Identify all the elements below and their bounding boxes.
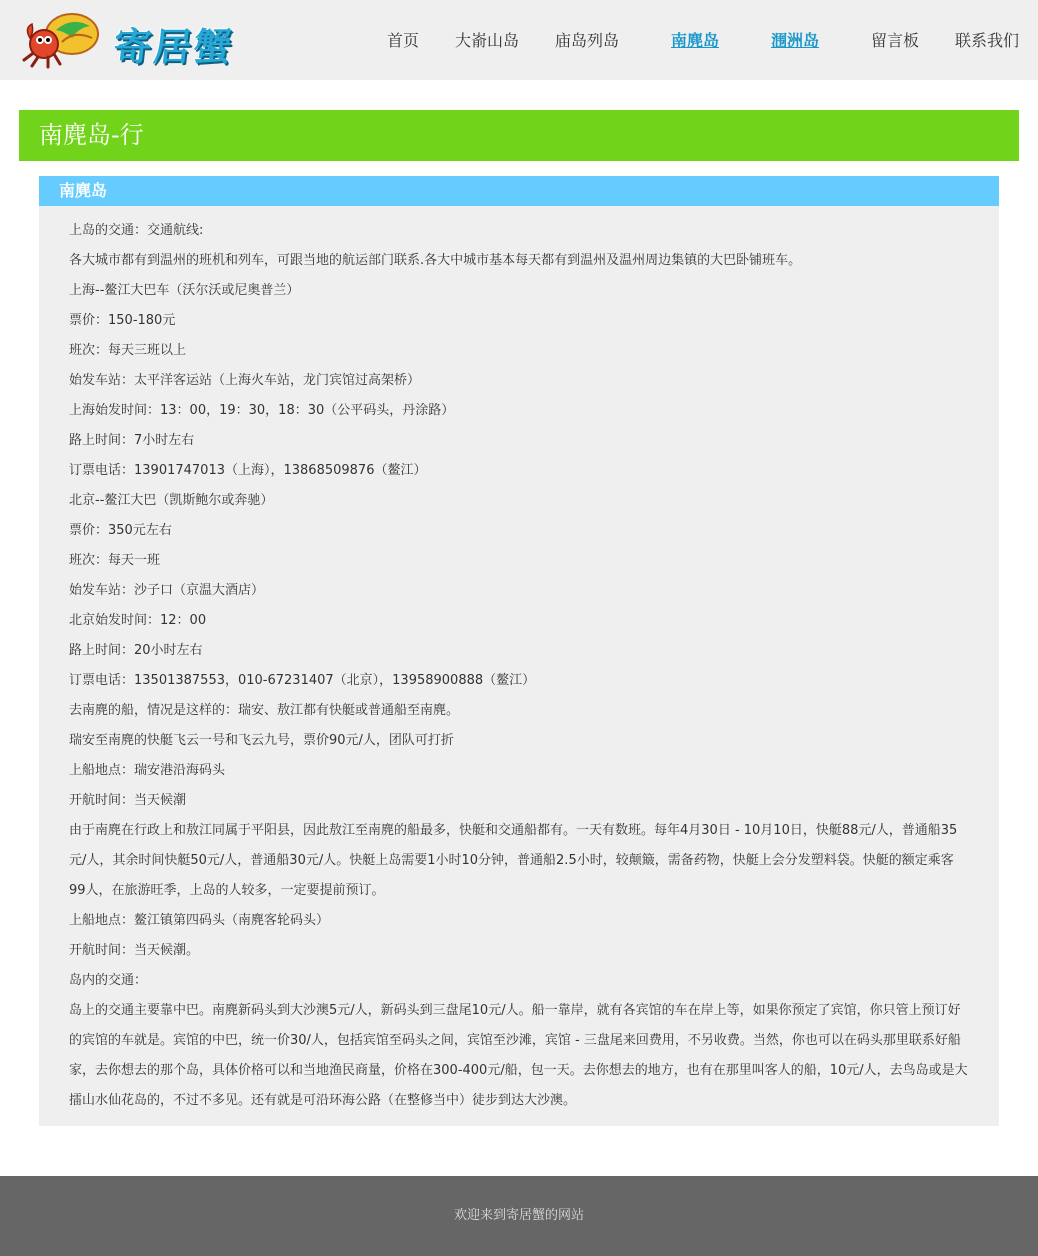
paragraph: 各大城市都有到温州的班机和列车，可跟当地的航运部门联系.各大中城市基本每天都有到温州及温州周边集镇的大巴卧铺班车。 <box>69 253 802 268</box>
paragraph: 始发车站：沙子口（京温大酒店） <box>69 583 265 598</box>
paragraph: 去南麂的船，情况是这样的：瑞安、敖江都有快艇或普通船至南麂。 <box>69 703 460 718</box>
paragraph: 上船地点：鳌江镇第四码头（南麂客轮码头） <box>69 913 330 928</box>
paragraph: 上岛的交通：交通航线: <box>69 223 204 238</box>
page-title: 南麂岛-行 <box>39 121 144 149</box>
paragraph: 票价：350元左右 <box>69 523 172 538</box>
paragraph: 订票电话：13901747013（上海），13868509876（鳌江） <box>69 463 427 478</box>
paragraph: 开航时间：当天候潮 <box>69 793 187 808</box>
main-nav <box>0 28 1038 54</box>
section-body <box>39 206 999 1116</box>
paragraph: 班次：每天三班以上 <box>69 343 187 358</box>
paragraph: 由于南麂在行政上和敖江同属于平阳县，因此敖江至南麂的船最多，快艇和交通船都有。一天有数班。每年4月30日 - 10月10日，快艇88元/人，普通船35元/人，其余时间快艇50元/人，普通船30元/人。快艇上岛需要1小时10分钟，普通船2.5小时，较颠簸，需备药物，快艇上会分发塑料袋。快艇的额定乘客99人，在旅游旺季，上岛的人较多，一定要提前预订。 <box>69 823 958 898</box>
paragraph: 上船地点：瑞安港沿海码头 <box>69 763 226 778</box>
nav-item-dayushan[interactable]: 大嵛山岛 <box>455 31 520 50</box>
paragraph: 瑞安至南麂的快艇飞云一号和飞云九号，票价90元/人，团队可打折 <box>69 733 454 748</box>
paragraph: 岛上的交通主要靠中巴。南麂新码头到大沙澳5元/人，新码头到三盘尾10元/人。船一靠岸，就有各宾馆的车在岸上等，如果你预定了宾馆，你只管上预订好的宾馆的车就是。宾馆的中巴，统一价30/人，包括宾馆至码头之间，宾馆至沙滩，宾馆 - 三盘尾来回费用，不另收费。当然，你也可以在码头那里联系好船家，去你想去的那个岛，具体价格可以和当地渔民商量，价格在300-400元/船，包一天。去你想去的地方，也有在那里叫客人的船，10元/人，去鸟岛或是大擂山水仙花岛的，不过不多见。还有就是可沿环海公路（在整修当中）徒步到达大沙澳。 <box>69 1003 968 1108</box>
paragraph: 上海始发时间：13：00，19：30，18：30（公平码头，丹涂路） <box>69 403 455 418</box>
paragraph: 岛内的交通： <box>69 973 148 988</box>
paragraph: 上海--鳌江大巴车（沃尔沃或尼奥普兰） <box>69 283 300 298</box>
paragraph: 北京始发时间：12：00 <box>69 613 207 628</box>
paragraph: 开航时间：当天候潮。 <box>69 943 200 958</box>
nav-item-contact[interactable]: 联系我们 <box>955 31 1020 50</box>
logo-text: 寄居蟹 <box>111 24 237 69</box>
paragraph: 班次：每天一班 <box>69 553 161 568</box>
nav-item-miaodao[interactable]: 庙岛列岛 <box>555 31 620 50</box>
page-title-bar <box>19 110 1019 161</box>
paragraph: 始发车站：太平洋客运站（上海火车站，龙门宾馆过高架桥） <box>69 373 421 388</box>
nav-item-guestbook[interactable]: 留言板 <box>871 31 920 50</box>
footer-text: 欢迎来到寄居蟹的网站 <box>453 1208 584 1223</box>
paragraph: 路上时间：20小时左右 <box>69 643 203 658</box>
paragraph: 路上时间：7小时左右 <box>69 433 195 448</box>
paragraph: 订票电话：13501387553，010-67231407（北京），13958900888（鳌江） <box>69 673 536 688</box>
site-header <box>0 0 1038 80</box>
nav-item-nanji[interactable]: 南麂岛 <box>671 31 720 50</box>
site-footer <box>0 1176 1038 1256</box>
paragraph: 票价：150-180元 <box>69 313 176 328</box>
nav-item-home[interactable]: 首页 <box>387 31 420 50</box>
paragraph: 北京--鳌江大巴（凯斯鲍尔或奔驰） <box>69 493 274 508</box>
nav-item-weizhou[interactable]: 涠洲岛 <box>771 31 820 50</box>
content-card <box>39 176 999 1126</box>
section-heading: 南麂岛 <box>39 176 999 206</box>
